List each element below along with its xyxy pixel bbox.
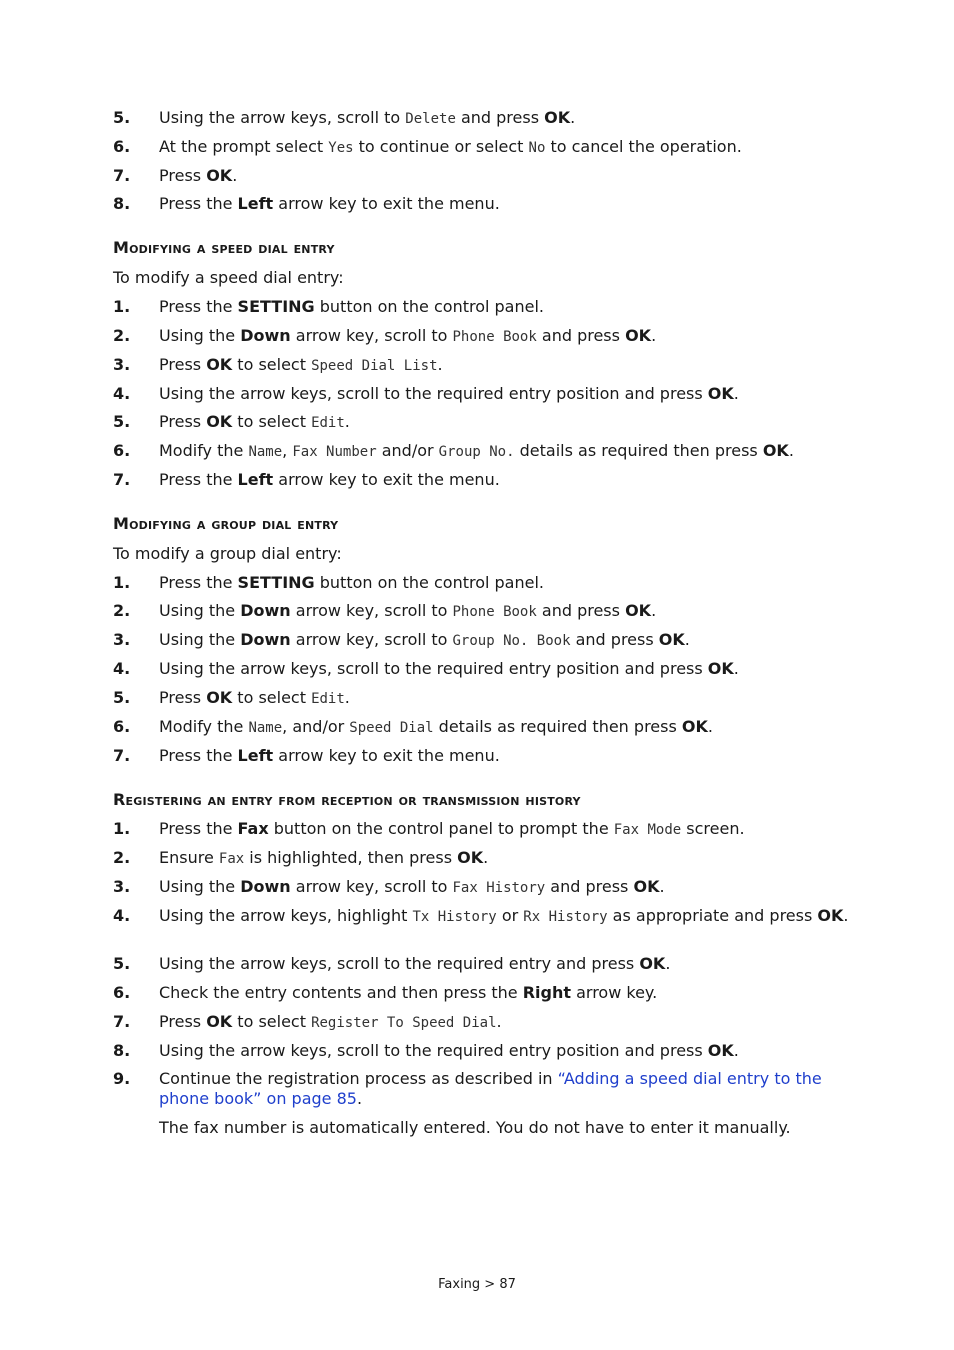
step-text-run: arrow key. (571, 983, 658, 1002)
speed-dial-intro: To modify a speed dial entry: (113, 268, 344, 287)
step-number: 5. (113, 688, 131, 707)
step-number: 7. (113, 1012, 131, 1031)
key-name: OK (625, 326, 652, 345)
step-text-run: Press the (159, 297, 238, 316)
step-text (159, 108, 849, 129)
menu-option-text: Fax (218, 851, 245, 867)
key-name: OK (658, 630, 685, 649)
step-text-run: Press the (159, 573, 238, 592)
step-text-run: Press the (159, 470, 238, 489)
step-text-run: arrow key, scroll to (290, 601, 453, 620)
step-number: 2. (113, 601, 131, 620)
step-text-run: . (843, 906, 849, 925)
step-text (159, 746, 849, 766)
key-name: OK (633, 877, 660, 896)
step-text-run: Press (159, 412, 207, 431)
key-name: OK (707, 1041, 734, 1060)
step-text-run: arrow key, scroll to (290, 326, 453, 345)
step-text-run: . (651, 326, 657, 345)
menu-option-text: Tx History (412, 909, 497, 925)
key-name: Left (237, 194, 274, 213)
step-text-run: . (651, 601, 657, 620)
step-text-run: Modify the (159, 717, 249, 736)
step-text (159, 954, 849, 974)
menu-option-text: Edit (311, 415, 345, 431)
step-text-run: Ensure (159, 848, 219, 867)
step-number: 1. (113, 819, 131, 838)
step-text (159, 1041, 849, 1061)
step-text (159, 326, 849, 347)
step-text-run: or (496, 906, 524, 925)
step-text (159, 194, 849, 214)
step-text-run: and press (536, 326, 626, 345)
step-text-run: and press (455, 108, 545, 127)
step-number: 4. (113, 906, 131, 925)
step-text (159, 137, 849, 158)
step-text (159, 1012, 849, 1033)
step-text-run: Continue the registration process as described in (159, 1069, 558, 1088)
menu-option-text: Fax History (452, 880, 546, 896)
key-name: OK (762, 441, 789, 460)
key-name: OK (206, 355, 233, 374)
step-text (159, 412, 849, 433)
step-text-run: to select (232, 355, 312, 374)
step-text-run: screen. (681, 819, 745, 838)
step-text-run: arrow key to exit the menu. (273, 746, 500, 765)
step-text-run: is highlighted, then press (244, 848, 458, 867)
menu-option-text: Register To Speed Dial (311, 1015, 497, 1031)
key-name: OK (639, 954, 666, 973)
key-name: OK (206, 1012, 233, 1031)
key-name: SETTING (237, 297, 315, 316)
step-text-run: . (788, 441, 794, 460)
key-name: Fax (237, 819, 269, 838)
step-text-run: button on the control panel. (314, 297, 544, 316)
step-text-run: . (437, 355, 443, 374)
menu-option-text: Fax Mode (613, 822, 682, 838)
key-name: OK (206, 412, 233, 431)
step-text-run: . (496, 1012, 502, 1031)
menu-option-text: Delete (405, 111, 456, 127)
step-text-run: . (733, 659, 739, 678)
step-text-run: button on the control panel. (314, 573, 544, 592)
step-number: 4. (113, 659, 131, 678)
step-number: 3. (113, 630, 131, 649)
key-name: OK (625, 601, 652, 620)
step-text-run: Using the arrow keys, scroll to the required entry position and press (159, 384, 708, 403)
step-text-run: Using the (159, 630, 241, 649)
step-text (159, 601, 849, 622)
step-text-run: . (733, 1041, 739, 1060)
step-number: 5. (113, 108, 131, 127)
key-name: Down (240, 877, 291, 896)
key-name: OK (817, 906, 844, 925)
menu-option-text: Speed Dial (349, 720, 434, 736)
step-text (159, 297, 849, 317)
step-text-run: and/or (376, 441, 439, 460)
step-number: 6. (113, 983, 131, 1002)
step-text-run: Modify the (159, 441, 249, 460)
menu-option-text: Edit (311, 691, 345, 707)
step-text-run: to select (232, 412, 312, 431)
menu-option-text: Phone Book (452, 604, 537, 620)
step-text-run: to continue or select (353, 137, 529, 156)
step-text-run: button on the control panel to prompt the (268, 819, 614, 838)
step-number: 7. (113, 166, 131, 185)
step-number: 5. (113, 954, 131, 973)
step-text-run: and press (570, 630, 659, 649)
step-number: 8. (113, 1041, 131, 1060)
step-text-run: . (707, 717, 713, 736)
menu-option-text: Rx History (523, 909, 608, 925)
step-text-run: Using the arrow keys, scroll to the required entry position and press (159, 1041, 708, 1060)
key-name: OK (707, 384, 734, 403)
menu-option-text: Group No. (438, 444, 515, 460)
step-text-run: Press (159, 688, 207, 707)
step-text-run: Press the (159, 194, 238, 213)
step-text-run: Press the (159, 746, 238, 765)
menu-option-text: Speed Dial List (311, 358, 438, 374)
step-number: 3. (113, 355, 131, 374)
step-text (159, 441, 849, 462)
step-text-run: Using the arrow keys, scroll to the required entry and press (159, 954, 640, 973)
step-text-run: arrow key, scroll to (290, 877, 453, 896)
key-name: Right (522, 983, 572, 1002)
step-text-run: Press (159, 1012, 207, 1031)
step-number: 4. (113, 384, 131, 403)
step-text-run: At the prompt select (159, 137, 329, 156)
step-text (159, 384, 849, 404)
step-text-run: arrow key to exit the menu. (273, 470, 500, 489)
register-history-heading: Registering an entry from reception or transmission history (113, 790, 581, 809)
step-text-run: . (684, 630, 690, 649)
step-number: 5. (113, 412, 131, 431)
step-text (159, 717, 849, 738)
key-name: Down (240, 326, 291, 345)
step-text-run: and press (536, 601, 626, 620)
step-number: 2. (113, 326, 131, 345)
step-text (159, 355, 849, 376)
step-text-run: , and/or (282, 717, 350, 736)
step-text-run: Using the arrow keys, scroll to the required entry position and press (159, 659, 708, 678)
step-text-run: Using the (159, 877, 241, 896)
group-dial-intro: To modify a group dial entry: (113, 544, 342, 563)
step-text-run: . (232, 166, 238, 185)
step-text-run: . (356, 1089, 363, 1108)
step-text (159, 906, 849, 927)
step-text-run: Using the (159, 601, 241, 620)
step-text-run: and press (545, 877, 634, 896)
step-text-run: . (665, 954, 671, 973)
key-name: Left (237, 746, 274, 765)
step-text-run: . (570, 108, 576, 127)
step-text-run: Press the (159, 819, 238, 838)
step-text-run: Press (159, 166, 207, 185)
step-text (159, 877, 849, 898)
menu-option-text: Yes (328, 140, 354, 156)
step-text-run: . (733, 384, 739, 403)
menu-option-text: No (528, 140, 546, 156)
step-number: 9. (113, 1069, 131, 1088)
step-text-run: , (282, 441, 293, 460)
menu-option-text: Name (248, 444, 283, 460)
step-text-run: . (659, 877, 665, 896)
step-text-run: Using the (159, 326, 241, 345)
step-text-run: to cancel the operation. (545, 137, 742, 156)
step-text-run: Press (159, 355, 207, 374)
step-text (159, 983, 849, 1003)
key-name: OK (707, 659, 734, 678)
step-text (159, 1069, 849, 1109)
step-number: 1. (113, 573, 131, 592)
step-text-run: details as required then press (433, 717, 682, 736)
speed-dial-heading: Modifying a speed dial entry (113, 238, 335, 257)
step-text (159, 470, 849, 490)
step-text-run: details as required then press (514, 441, 763, 460)
key-name: Down (240, 601, 291, 620)
key-name: Down (240, 630, 291, 649)
step-text-run: . (344, 412, 350, 431)
step-text (159, 630, 849, 651)
step-text (159, 848, 849, 869)
step-number: 8. (113, 194, 131, 213)
key-name: OK (206, 688, 233, 707)
menu-option-text: Group No. Book (452, 633, 571, 649)
step-text-run: arrow key, scroll to (290, 630, 453, 649)
step-number: 7. (113, 746, 131, 765)
key-name: Left (237, 470, 274, 489)
page-footer: Faxing > 87 (438, 1277, 516, 1292)
menu-option-text: Name (248, 720, 283, 736)
key-name: SETTING (237, 573, 315, 592)
step-number: 2. (113, 848, 131, 867)
step-text-run: . (483, 848, 489, 867)
step-text-run: Check the entry contents and then press the (159, 983, 523, 1002)
step-text-run: Using the arrow keys, scroll to (159, 108, 406, 127)
key-name: OK (544, 108, 571, 127)
step-text-run: . (344, 688, 350, 707)
step-text (159, 819, 849, 840)
step-number: 6. (113, 137, 131, 156)
menu-option-text: Phone Book (452, 329, 537, 345)
key-name: OK (206, 166, 233, 185)
step-number: 6. (113, 717, 131, 736)
step-number: 6. (113, 441, 131, 460)
step-text-run: Using the arrow keys, highlight (159, 906, 413, 925)
step-text-run: as appropriate and press (607, 906, 818, 925)
step-text (159, 573, 849, 593)
step-number: 3. (113, 877, 131, 896)
step-text-run: arrow key to exit the menu. (273, 194, 500, 213)
group-dial-heading: Modifying a group dial entry (113, 514, 339, 533)
step-number: 7. (113, 470, 131, 489)
cross-reference-link[interactable]: “Adding a speed dial entry to the phone book” on page 85 (159, 1069, 822, 1108)
key-name: OK (681, 717, 708, 736)
step-text (159, 166, 849, 186)
step-text (159, 688, 849, 709)
key-name: OK (457, 848, 484, 867)
step-text-run: to select (232, 1012, 312, 1031)
menu-option-text: Fax Number (292, 444, 377, 460)
step-number: 1. (113, 297, 131, 316)
register-note: The fax number is automatically entered. You do not have to enter it manually. (159, 1118, 791, 1137)
step-text (159, 659, 849, 679)
step-text-run: to select (232, 688, 312, 707)
